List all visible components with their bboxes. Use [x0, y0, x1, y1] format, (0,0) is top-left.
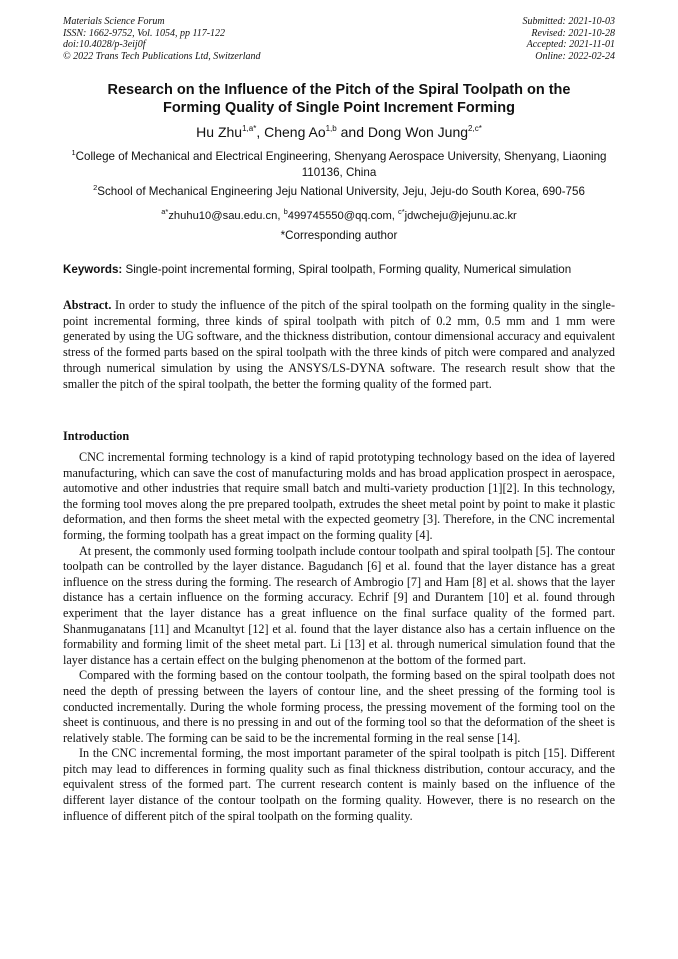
affiliation-marker: 2 — [93, 183, 98, 192]
abstract-label: Abstract. — [63, 298, 112, 312]
affiliation-text: School of Mechanical Engineering Jeju National University, Jeju, Jeju-do South Korea, 690-756 — [97, 185, 585, 198]
author-separator: , — [256, 124, 265, 140]
author-affiliation-marker: 2,c* — [468, 124, 482, 133]
accepted-date: Accepted: 2021-11-01 — [526, 39, 615, 51]
corresponding-author-note: *Corresponding author — [280, 229, 398, 242]
doi: doi:10.4028/p-3eij0f — [63, 39, 146, 51]
paragraph: At present, the commonly used forming toolpath include contour toolpath and spiral toolpath [5]. The contour toolpath can be controlled by the layer distance. Bagudanch [6] et al. found that the layer distance has a great influence on the stress during the forming. The research of Ambrogio [7] and Ham [8] et al. shows that the layer distance has a certain influence on the forming accuracy. Echrif [9] and Durantem [10] et al. found through experiment that the layer distance has a great influence on the final surface quality of the formed part. Shanmuganatans [11] and Mcanultyt [12] et al. found that the layer distance also has a certain influence on the formability and forming limit of the sheet metal part. Li [13] et al. through numerical simulation found that the layer distance has a certain effect on the bulging phenomenon at the bottom of the formed part. — [63, 543, 615, 667]
journal-info — [63, 16, 261, 62]
author-name: Cheng Ao — [264, 124, 326, 140]
abstract — [63, 298, 615, 392]
issn-volume-pages: ISSN: 1662-9752, Vol. 1054, pp 117-122 — [63, 27, 226, 39]
title-line-1: Research on the Influence of the Pitch of the Spiral Toolpath on the — [107, 82, 571, 98]
author-name: Hu Zhu — [196, 124, 243, 140]
introduction-body — [63, 450, 615, 824]
section-heading-introduction: Introduction — [63, 429, 130, 443]
author-affiliation-marker: 1,a* — [242, 124, 257, 133]
submitted-date: Submitted: 2021-10-03 — [522, 16, 615, 27]
paragraph: Compared with the forming based on the contour toolpath, the forming based on the spiral toolpath does not need the depth of pressing between the layers of contour line, and the sheet pressing of the forming tool is conducted incrementally. During the whole forming process, the pressing movement of the forming tool on the sheet is continuous, and there is no pressing in and out of the forming tool so that the deformation of the sheet is relatively stable. The forming can be said to be the incremental forming in the real sense [14]. — [63, 668, 615, 745]
email-marker: c* — [398, 207, 405, 216]
title-line-2: Forming Quality of Single Point Increment Forming — [162, 100, 516, 116]
email-marker: a* — [161, 207, 169, 216]
email-address: 499745550@qq.com, — [287, 210, 398, 222]
author-list — [63, 123, 615, 141]
paper-title — [63, 81, 615, 117]
author-emails — [63, 209, 615, 223]
author-separator: and — [336, 124, 368, 140]
keywords-text: Single-point incremental forming, Spiral toolpath, Forming quality, Numerical simulation — [122, 263, 572, 276]
publication-dates — [523, 16, 616, 62]
email-marker: b — [283, 207, 288, 216]
affiliation-1 — [63, 149, 615, 180]
author-affiliation-marker: 1,b — [325, 124, 337, 133]
affiliation-marker: 1 — [71, 148, 76, 157]
email-address: jdwcheju@jejunu.ac.kr — [404, 210, 517, 222]
email-address: zhuhu10@sau.edu.cn, — [168, 210, 284, 222]
keywords — [63, 262, 615, 277]
journal-name: Materials Science Forum — [63, 16, 165, 27]
paragraph: In the CNC incremental forming, the most important parameter of the spiral toolpath is pitch [15]. Different pitch may lead to differences in forming quality such as final thickness distribution, contour accuracy, and the equivalent stress of the formed part. The current research content is mainly based on the influence of the different layer distance of the contour toolpath on the forming quality. However, there is no research on the influence of different pitch of the spiral toolpath on the forming quality. — [63, 746, 615, 823]
author-name: Dong Won Jung — [367, 124, 469, 140]
paragraph: CNC incremental forming technology is a kind of rapid prototyping technology based on the idea of layered manufacturing, which can save the cost of manufacturing molds and has broad application prospect in aerospace, automotive and other industries that require small batch and multi-variety production [1][2]. In this technology, the forming tool moves along the pre prepared toolpath, extrudes the sheet metal point by point to make it plastic deformation, and then forms the sheet metal with the expected geometry [3]. Therefore, in the CNC incremental forming, the forming toolpath has a great impact on the forming quality [4]. — [63, 450, 615, 542]
affiliation-2 — [63, 184, 615, 200]
affiliation-text: College of Mechanical and Electrical Engineering, Shenyang Aerospace University, Shenyang, Liaoning 110136, China — [75, 150, 607, 179]
revised-date: Revised: 2021-10-28 — [531, 27, 615, 39]
keywords-label: Keywords: — [63, 263, 123, 276]
online-date: Online: 2022-02-24 — [535, 50, 615, 62]
abstract-text: In order to study the influence of the pitch of the spiral toolpath on the forming quality in the single-point incremental forming, three kinds of spiral toolpath with pitch of 0.2 mm, 0.5 mm and 1 mm were generated by using the UG software, and the thickness distribution, contour dimensional accuracy and equivalent stress of the formed parts based on the spiral toolpath with the three kinds of pitch were compared and analyzed through numerical simulation by using the ANSYS/LS-DYNA software. The research result show that the smaller the pitch of the spiral toolpath, the better the forming quality of the formed part. — [63, 298, 615, 391]
copyright: © 2022 Trans Tech Publications Ltd, Switzerland — [63, 50, 261, 62]
